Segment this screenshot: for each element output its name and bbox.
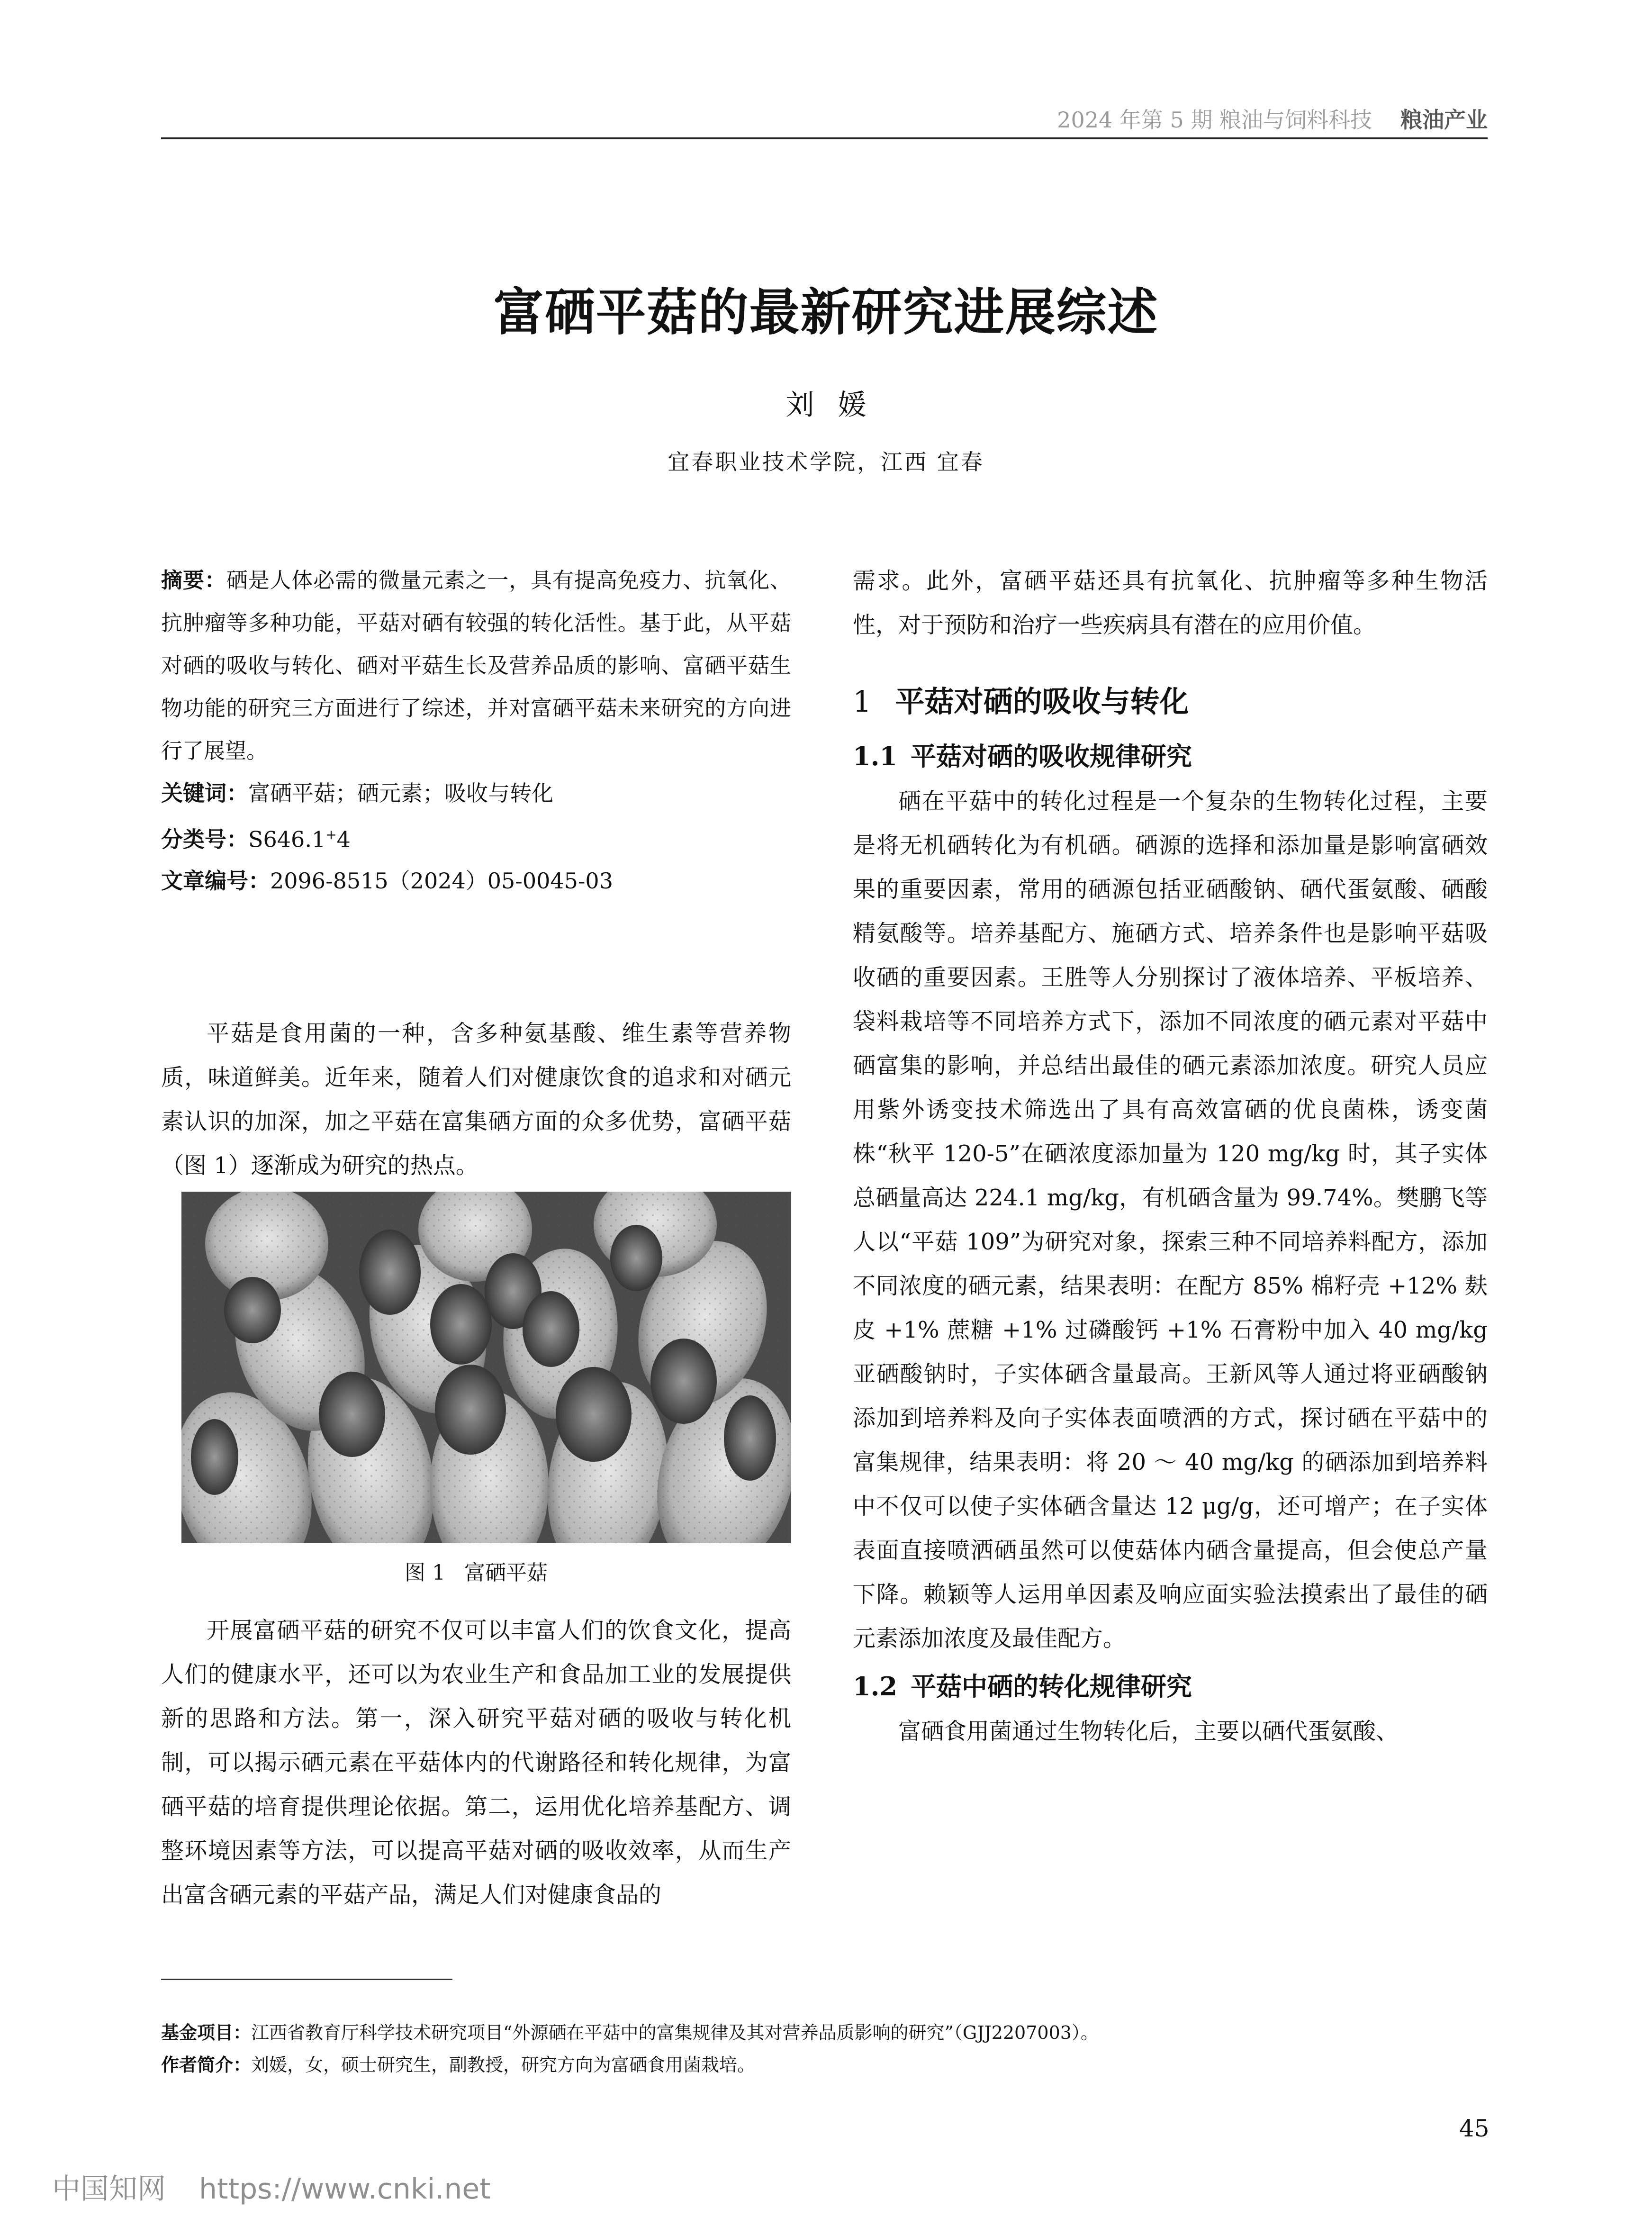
figure-number: 图 1: [405, 1561, 445, 1585]
footnote-funding: [161, 2019, 1488, 2046]
figure-image: [181, 1192, 791, 1543]
page-number: 45: [1459, 2115, 1490, 2142]
subsection-number: 1.1: [853, 741, 897, 771]
watermark-brand: 中国知网: [52, 2172, 166, 2206]
funding-text: 江西省教育厅科学技术研究项目“外源硒在平菇中的富集规律及其对营养品质影响的研究”（GJJ2207003）。: [251, 2022, 1099, 2043]
abstract-text: 硒是人体必需的微量元素之一，具有提高免疫力、抗氧化、抗肿瘤等多种功能，平菇对硒有较强的转化活性。基于此，从平菇对硒的吸收与转化、硒对平菇生长及营养品质的影响、富硒平菇生物功能的研究三方面进行了综述，并对富硒平菇未来研究的方向进行了展望。: [161, 568, 791, 763]
footnote-author-bio: [161, 2052, 1488, 2078]
footnote-rule: [161, 1979, 452, 1980]
body-paragraph: 硒在平菇中的转化过程是一个复杂的生物转化过程，主要是将无机硒转化为有机硒。硒源的选择和添加量是影响富硒效果的重要因素，常用的硒源包括亚硒酸钠、硒代蛋氨酸、硒酸精氨酸等。培养基配方、施硒方式、培养条件也是影响平菇吸收硒的重要因素。王胜等人分别探讨了液体培养、平板培养、袋料栽培等不同培养方式下，添加不同浓度的硒元素对平菇中硒富集的影响，并总结出最佳的硒元素添加浓度。研究人员应用紫外诱变技术筛选出了具有高效富硒的优良菌株，诱变菌株“秋平 120-5”在硒浓度添加量为 120 mg/kg 时，其子实体总硒量高达 224.1 mg/kg，有机硒含量为 99.74%。樊鹏飞等人以“平菇 109”为研究对象，探索三种不同培养料配方，添加不同浓度的硒元素，结果表明：在配方 85% 棉籽壳 +12% 麸皮 +1% 蔗糖 +1% 过磷酸钙 +1% 石膏粉中加入 40 mg/kg 亚硒酸钠时，子实体硒含量最高。王新风等人通过将亚硒酸钠添加到培养料及向子实体表面喷洒的方式，探讨硒在平菇中的富集规律，结果表明：将 20 ～ 40 mg/kg 的硒添加到培养料中不仅可以使子实体硒含量达 12 μg/g，还可增产；在子实体表面直接喷洒硒虽然可以使菇体内硒含量提高，但会使总产量下降。赖颖等人运用单因素及响应面实验法摸索出了最佳的硒元素添加浓度及最佳配方。: [853, 788, 1488, 1652]
left-column: [161, 559, 791, 902]
intro-paragraph: 平菇是食用菌的一种，含多种氨基酸、维生素等营养物质，味道鲜美。近年来，随着人们对健康饮食的追求和对硒元素认识的加深，加之平菇在富集硒方面的众多优势，富硒平菇（图 1）逐渐成为研究的热点。: [161, 1020, 791, 1179]
section-title: 平菇对硒的吸收与转化: [895, 684, 1189, 719]
section-heading-1: [853, 676, 1488, 728]
body-paragraph: 开展富硒平菇的研究不仅可以丰富人们的饮食文化，提高人们的健康水平，还可以为农业生产和食品加工业的发展提供新的思路和方法。第一，深入研究平菇对硒的吸收与转化机制，可以揭示硒元素在平菇体内的代谢路径和转化规律，为富硒平菇的培育提供理论依据。第二，运用优化培养基配方、调整环境因素等方法，可以提高平菇对硒的吸收效率，从而生产出富含硒元素的平菇产品，满足人们对健康食品的: [161, 1617, 791, 1908]
section-number: 1: [853, 684, 872, 719]
article-author: 刘媛: [785, 389, 890, 422]
classification-sup: +: [325, 827, 337, 842]
cnki-watermark: [52, 2170, 491, 2208]
running-header: [161, 103, 1488, 136]
keywords-text: 富硒平菇；硒元素；吸收与转化: [248, 780, 553, 806]
abstract: [161, 559, 791, 772]
body-paragraph-continued: 需求。此外，富硒平菇还具有抗氧化、抗肿瘤等多种生物活性，对于预防和治疗一些疾病具有潜在的应用价值。: [853, 568, 1488, 638]
journal-section: 粮油产业: [1400, 107, 1488, 133]
keywords: [161, 772, 791, 814]
article-number: [161, 860, 791, 902]
keywords-label: 关键词：: [161, 780, 248, 806]
section-heading-1-1: [853, 733, 1488, 779]
classification: [161, 814, 791, 860]
figure-caption-text: 富硒平菇: [464, 1561, 548, 1585]
subsection-title: 平菇中硒的转化规律研究: [910, 1672, 1192, 1701]
right-column: [853, 559, 1488, 1754]
author-affiliation: 宜春职业技术学院，江西 宜春: [668, 449, 984, 475]
journal-issue: 2024 年第 5 期 粮油与饲料科技: [1057, 107, 1372, 133]
author-bio-text: 刘媛，女，硕士研究生，副教授，研究方向为富硒食用菌栽培。: [251, 2054, 756, 2075]
article-number-value: 2096-8515（2024）05-0045-03: [270, 868, 613, 894]
abstract-label: 摘要：: [161, 568, 226, 593]
classification-main: S646.1: [248, 826, 326, 852]
classification-label: 分类号：: [161, 826, 248, 852]
subsection-number: 1.2: [853, 1671, 897, 1701]
body-paragraph: 富硒食用菌通过生物转化后，主要以硒代蛋氨酸、: [898, 1718, 1399, 1745]
watermark-url[interactable]: https://www.cnki.net: [199, 2172, 491, 2206]
article-number-label: 文章编号：: [161, 868, 270, 894]
left-body-block: [161, 1609, 791, 1917]
classification-tail: 4: [336, 826, 351, 852]
funding-label: 基金项目：: [161, 2022, 252, 2043]
author-bio-label: 作者简介：: [161, 2054, 252, 2075]
figure-caption: [161, 1559, 791, 1587]
header-rule: [161, 137, 1488, 139]
section-heading-1-2: [853, 1664, 1488, 1710]
mushroom-photo-illustration: [181, 1192, 791, 1543]
intro-block: [161, 1012, 791, 1188]
article-title: 富硒平菇的最新研究进展综述: [493, 283, 1159, 342]
subsection-title: 平菇对硒的吸收规律研究: [910, 742, 1192, 771]
